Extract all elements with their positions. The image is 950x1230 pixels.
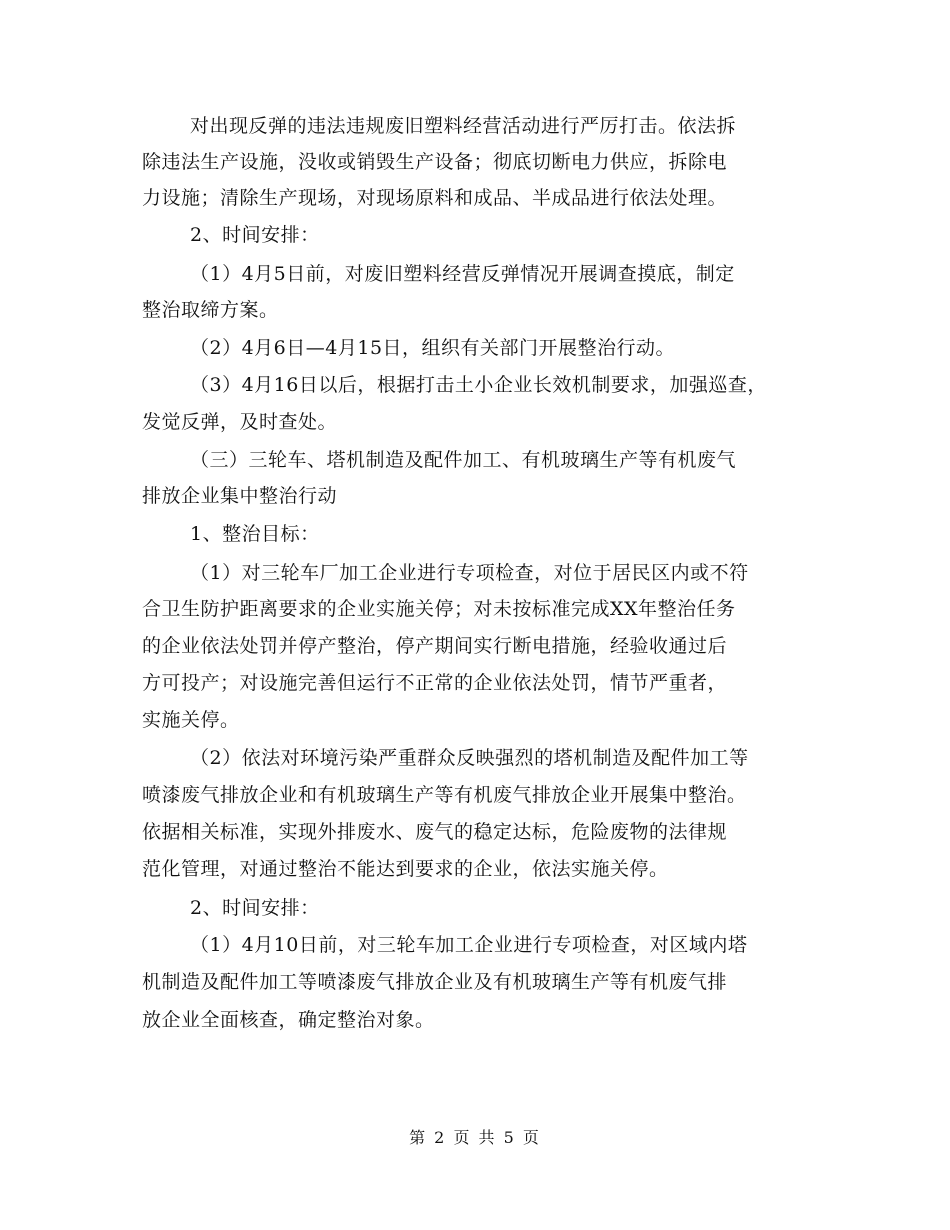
text-line: 1、整治目标： <box>190 523 320 545</box>
text-line: （2）依法对环境污染严重群众反映强烈的塔机制造及配件加工等 <box>190 747 749 769</box>
text-line: 放企业全面核查，确定整治对象。 <box>142 1009 435 1031</box>
text-line: 对出现反弹的违法违规废旧塑料经营活动进行严厉打击。依法拆 <box>190 115 737 137</box>
text-line: 排放企业集中整治行动 <box>142 485 338 507</box>
text-line: （2）4月6日—4月15日，组织有关部门开展整治行动。 <box>190 337 676 359</box>
text-line: （3）4月16日以后，根据打击土小企业长效机制要求，加强巡查， <box>190 374 767 396</box>
text-line: 方可投产；对设施完善但运行不正常的企业依法处罚，情节严重者， <box>142 672 728 694</box>
text-line: 除违法生产设施，没收或销毁生产设备；彻底切断电力供应，拆除电 <box>142 151 728 173</box>
text-line: （三）三轮车、塔机制造及配件加工、有机玻璃生产等有机废气 <box>190 449 737 471</box>
text-line: 整治取缔方案。 <box>142 299 279 321</box>
text-line: 机制造及配件加工等喷漆废气排放企业及有机玻璃生产等有机废气排 <box>142 971 728 993</box>
text-line: 力设施；清除生产现场，对现场原料和成品、半成品进行依法处理。 <box>142 187 728 209</box>
text-line: 发觉反弹，及时查处。 <box>142 411 338 433</box>
text-line: 的企业依法处罚并停产整治，停产期间实行断电措施，经验收通过后 <box>142 635 728 657</box>
text-line: （1）4月5日前，对废旧塑料经营反弹情况开展调查摸底，制定 <box>190 263 735 285</box>
text-line: 实施关停。 <box>142 709 240 731</box>
text-line: 2、时间安排： <box>190 224 320 246</box>
text-line: 喷漆废气排放企业和有机玻璃生产等有机废气排放企业开展集中整治。 <box>142 784 747 806</box>
text-line: 依据相关标准，实现外排废水、废气的稳定达标，危险废物的法律规 <box>142 821 728 843</box>
text-line: 2、时间安排： <box>190 897 320 919</box>
text-line: （1）对三轮车厂加工企业进行专项检查，对位于居民区内或不符 <box>190 562 749 584</box>
text-line: 合卫生防护距离要求的企业实施关停；对未按标准完成XX年整治任务 <box>142 598 736 620</box>
page-number-footer: 第 2 页 共 5 页 <box>409 1128 541 1147</box>
text-line: 范化管理，对通过整治不能达到要求的企业，依法实施关停。 <box>142 858 669 880</box>
text-line: （1）4月10日前，对三轮车加工企业进行专项检查，对区域内塔 <box>190 934 748 956</box>
